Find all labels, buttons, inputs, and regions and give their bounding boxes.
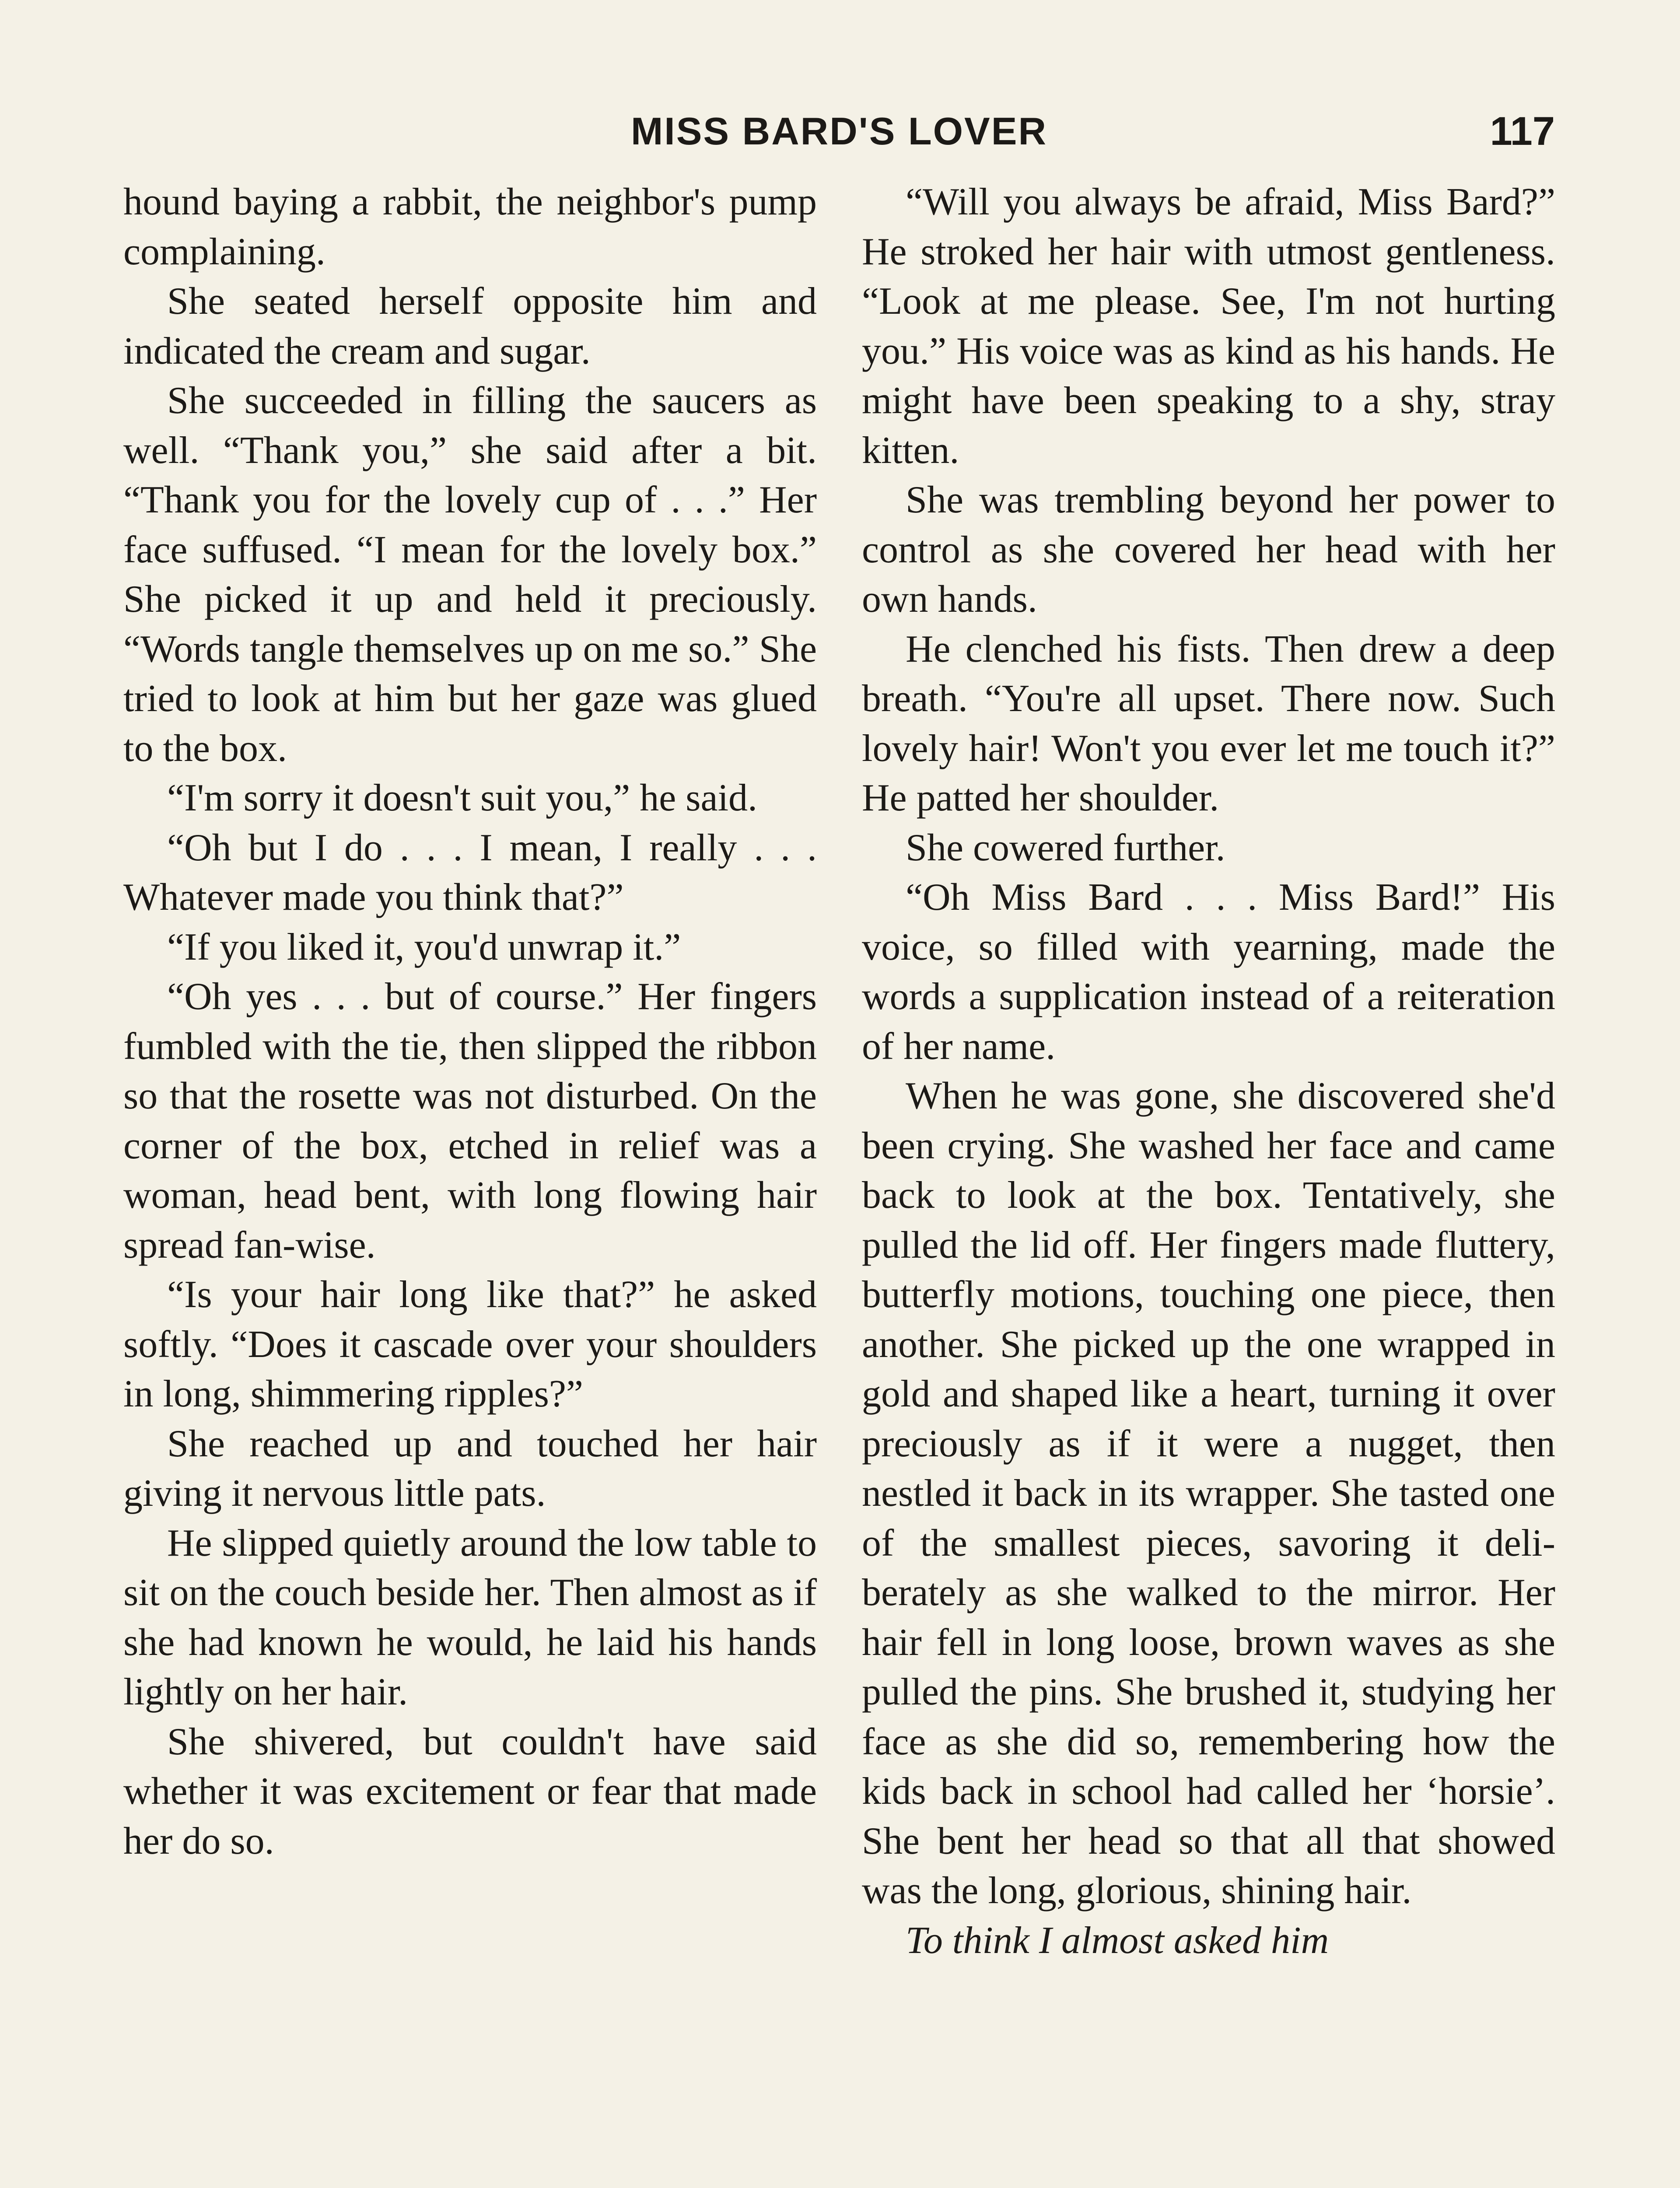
paragraph: She succeeded in filling the saucers as well. “Thank you,” she said after a bit. “Thank you for the lovely cup of . . .” Her face suffused. “I mean for the lovely box.” She picked it up and held it preciously. “Words tangle themselves up on me so.” She tried to look at him but her gaze was glued to the box.	[123, 379, 817, 770]
paragraph: He clenched his fists. Then drew a deep breath. “You're all upset. There now. Such lovely hair! Won't you ever let me touch it?” He patted her shoulder.	[862, 628, 1555, 819]
paragraph: When he was gone, she discovered she'd been crying. She washed her face and came back to look at the box. Tentatively, she pulled the lid off. Her fingers made fluttery, butterfly motions, touching one piece, then another. She picked up the one wrapped in gold and shaped like a heart, turning it over preciously as if it were a nugget, then nestled it back in its wrapper. She tasted one of the smallest pieces, savoring it deliberately as she walked to the mirror. Her hair fell in long loose, brown waves as she pulled the pins. She brushed it, studying her face as she did so, remembering how the kids back in school had called her ‘horsie’. She bent her head so that all that showed was the long, glorious, shining hair.	[862, 1075, 1555, 1912]
paragraph: “Is your hair long like that?” he asked softly. “Does it cascade over your shoulders in long, shimmering ripples?”	[123, 1273, 817, 1415]
paragraph: “If you liked it, you'd unwrap it.”	[167, 926, 681, 968]
paragraph: “Oh but I do . . . I mean, I really . . . Whatever made you think that?”	[123, 826, 817, 919]
paragraph: “I'm sorry it doesn't suit you,” he said.	[167, 777, 758, 819]
paragraph: He slipped quietly around the low table to sit on the couch beside her. Then almost as if she had known he would, he laid his hands lightly on her hair.	[123, 1522, 817, 1713]
paragraph: She reached up and touched her hair giving it nervous little pats.	[123, 1422, 817, 1515]
right-column	[862, 177, 1555, 1965]
page-number: 117	[1490, 109, 1555, 154]
left-column	[123, 177, 817, 1866]
paragraph: She was trembling beyond her power to control as she covered her head with her own hands.	[862, 479, 1555, 621]
paragraph-italic: To think I almost asked him	[906, 1919, 1329, 1962]
paragraph: “Oh yes . . . but of course.” Her fingers fumbled with the tie, then slipped the ribbon so that the rosette was not disturbed. On the corner of the box, etched in relief was a woman, head bent, with long flowing hair spread fan-wise.	[123, 975, 817, 1266]
paragraph: “Oh Miss Bard . . . Miss Bard!” His voice, so filled with yearning, made the words a supplication instead of a reiteration of her name.	[862, 876, 1555, 1068]
paragraph: hound baying a rabbit, the neighbor's pump complaining.	[123, 181, 817, 273]
running-title: MISS BARD'S LOVER	[630, 109, 1047, 153]
paragraph: She shivered, but couldn't have said whether it was excitement or fear that made her do so.	[123, 1720, 817, 1862]
page-header	[123, 101, 1555, 162]
paragraph: She cowered further.	[906, 826, 1225, 869]
paragraph: “Will you always be afraid, Miss Bard?” He stroked her hair with utmost gentleness. “Look at me please. See, I'm not hurting you.” His voice was as kind as his hands. He might have been speaking to a shy, stray kitten.	[862, 181, 1555, 472]
paragraph: She seated herself opposite him and indicated the cream and sugar.	[123, 280, 817, 372]
